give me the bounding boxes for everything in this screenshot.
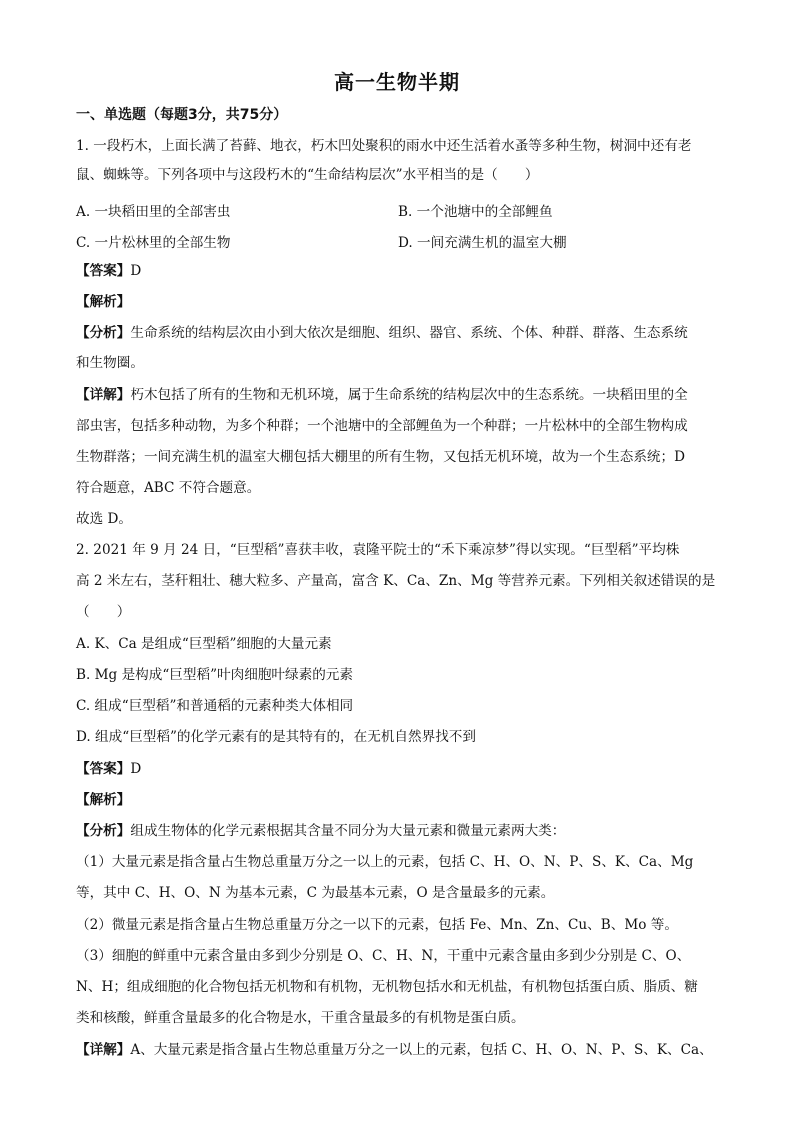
q1-fenxi-line-2: 和生物圈。 xyxy=(76,355,144,371)
q2-stem-line-3: （ ） xyxy=(76,604,131,620)
fenxi-tag: 【分析】 xyxy=(76,325,131,341)
q2-answer xyxy=(76,760,141,778)
fenxi-text: 组成生物体的化学元素根据其含量不同分为大量元素和微量元素两大类： xyxy=(130,823,566,839)
q1-xiangjie-line-1 xyxy=(76,386,688,404)
answer-tag: 【答案】 xyxy=(76,761,131,777)
q2-point-1-line-1: （1）大量元素是指含量占生物总重量万分之一以上的元素，包括 C、H、O、N、P、S、K、Ca、Mg xyxy=(76,854,694,870)
q1-conclusion: 故选 D。 xyxy=(76,511,133,527)
q1-xiangjie-line-2: 部虫害，包括多种动物，为多个种群；一个池塘中的全部鲤鱼为一个种群；一片松林中的全部生物构成 xyxy=(76,418,688,434)
q1-xiangjie-line-4: 符合题意，ABC 不符合题意。 xyxy=(76,480,261,496)
q1-stem-line-1: 1. 一段朽木，上面长满了苔藓、地衣，朽木凹处聚积的雨水中还生活着水蚤等多种生物，树洞中还有老 xyxy=(76,138,692,154)
q2-point-2-line-1: （2）微量元素是指含量占生物总重量万分之一以下的元素，包括 Fe、Mn、Zn、Cu、B、Mo 等。 xyxy=(76,917,678,933)
q1-xiangjie-line-3: 生物群落；一间充满生机的温室大棚包括大棚里的所有生物，又包括无机环境，故为一个生态系统；D xyxy=(76,449,686,465)
q2-point-1-line-2: 等，其中 C、H、O、N 为基本元素，C 为最基本元素，O 是含量最多的元素。 xyxy=(76,885,555,901)
xiangjie-text: 朽木包括了所有的生物和无机环境，属于生命系统的结构层次中的生态系统。一块稻田里的全 xyxy=(130,387,688,403)
q2-option-c: C. 组成“巨型稻”和普通稻的元素种类大体相同 xyxy=(76,698,354,714)
xiangjie-tag: 【详解】 xyxy=(76,1042,131,1058)
q2-stem-line-2: 高 2 米左右，茎秆粗壮、穗大粒多、产量高，富含 K、Ca、Zn、Mg 等营养元素。下列相关叙述错误的是 xyxy=(76,573,716,589)
answer-tag: 【答案】 xyxy=(76,263,131,279)
section-heading: 一、单选题（每题3分，共75分） xyxy=(76,107,288,123)
q2-fenxi-line-1 xyxy=(76,822,565,840)
q1-analysis-tag: 【解析】 xyxy=(76,294,131,310)
q1-option-c: C. 一片松林里的全部生物 xyxy=(76,235,231,251)
xiangjie-tag: 【详解】 xyxy=(76,387,131,403)
q2-xiangjie-line-1 xyxy=(76,1041,713,1059)
q2-option-b: B. Mg 是构成“巨型稻”叶肉细胞叶绿素的元素 xyxy=(76,667,353,683)
page-title: 高一生物半期 xyxy=(334,70,460,94)
q2-stem-line-1: 2. 2021 年 9 月 24 日，“巨型稻”喜获丰收，袁隆平院士的“禾下乘凉梦”得以实现。“巨型稻”平均株 xyxy=(76,542,680,558)
fenxi-text: 生命系统的结构层次由小到大依次是细胞、组织、器官、系统、个体、种群、群落、生态系统 xyxy=(130,325,688,341)
q1-option-d: D. 一间充满生机的温室大棚 xyxy=(398,235,567,251)
q1-stem-line-2: 鼠、蜘蛛等。下列各项中与这段朽木的“生命结构层次”水平相当的是（ ） xyxy=(76,167,539,183)
fenxi-tag: 【分析】 xyxy=(76,823,131,839)
xiangjie-text: A、大量元素是指含量占生物总重量万分之一以上的元素，包括 C、H、O、N、P、S、K、Ca、 xyxy=(130,1042,713,1058)
answer-value: D xyxy=(130,761,142,777)
q2-option-d: D. 组成“巨型稻”的化学元素有的是其特有的，在无机自然界找不到 xyxy=(76,729,476,745)
q1-fenxi-line-1 xyxy=(76,324,688,342)
q2-point-3-line-2: N、H；组成细胞的化合物包括无机物和有机物，无机物包括水和无机盐，有机物包括蛋白质、脂质、糖 xyxy=(76,979,698,995)
q2-analysis-tag: 【解析】 xyxy=(76,792,131,808)
q2-point-3-line-3: 类和核酸，鲜重含量最多的化合物是水，干重含量最多的有机物是蛋白质。 xyxy=(76,1010,525,1026)
q1-option-a: A. 一块稻田里的全部害虫 xyxy=(76,204,231,220)
q2-option-a: A. K、Ca 是组成“巨型稻”细胞的大量元素 xyxy=(76,636,332,652)
q2-point-3-line-1: （3）细胞的鲜重中元素含量由多到少分别是 O、C、H、N，干重中元素含量由多到少分别是 C、O、 xyxy=(76,948,691,964)
q1-option-b: B. 一个池塘中的全部鲤鱼 xyxy=(398,204,553,220)
answer-value: D xyxy=(130,263,142,279)
q1-answer xyxy=(76,262,141,280)
